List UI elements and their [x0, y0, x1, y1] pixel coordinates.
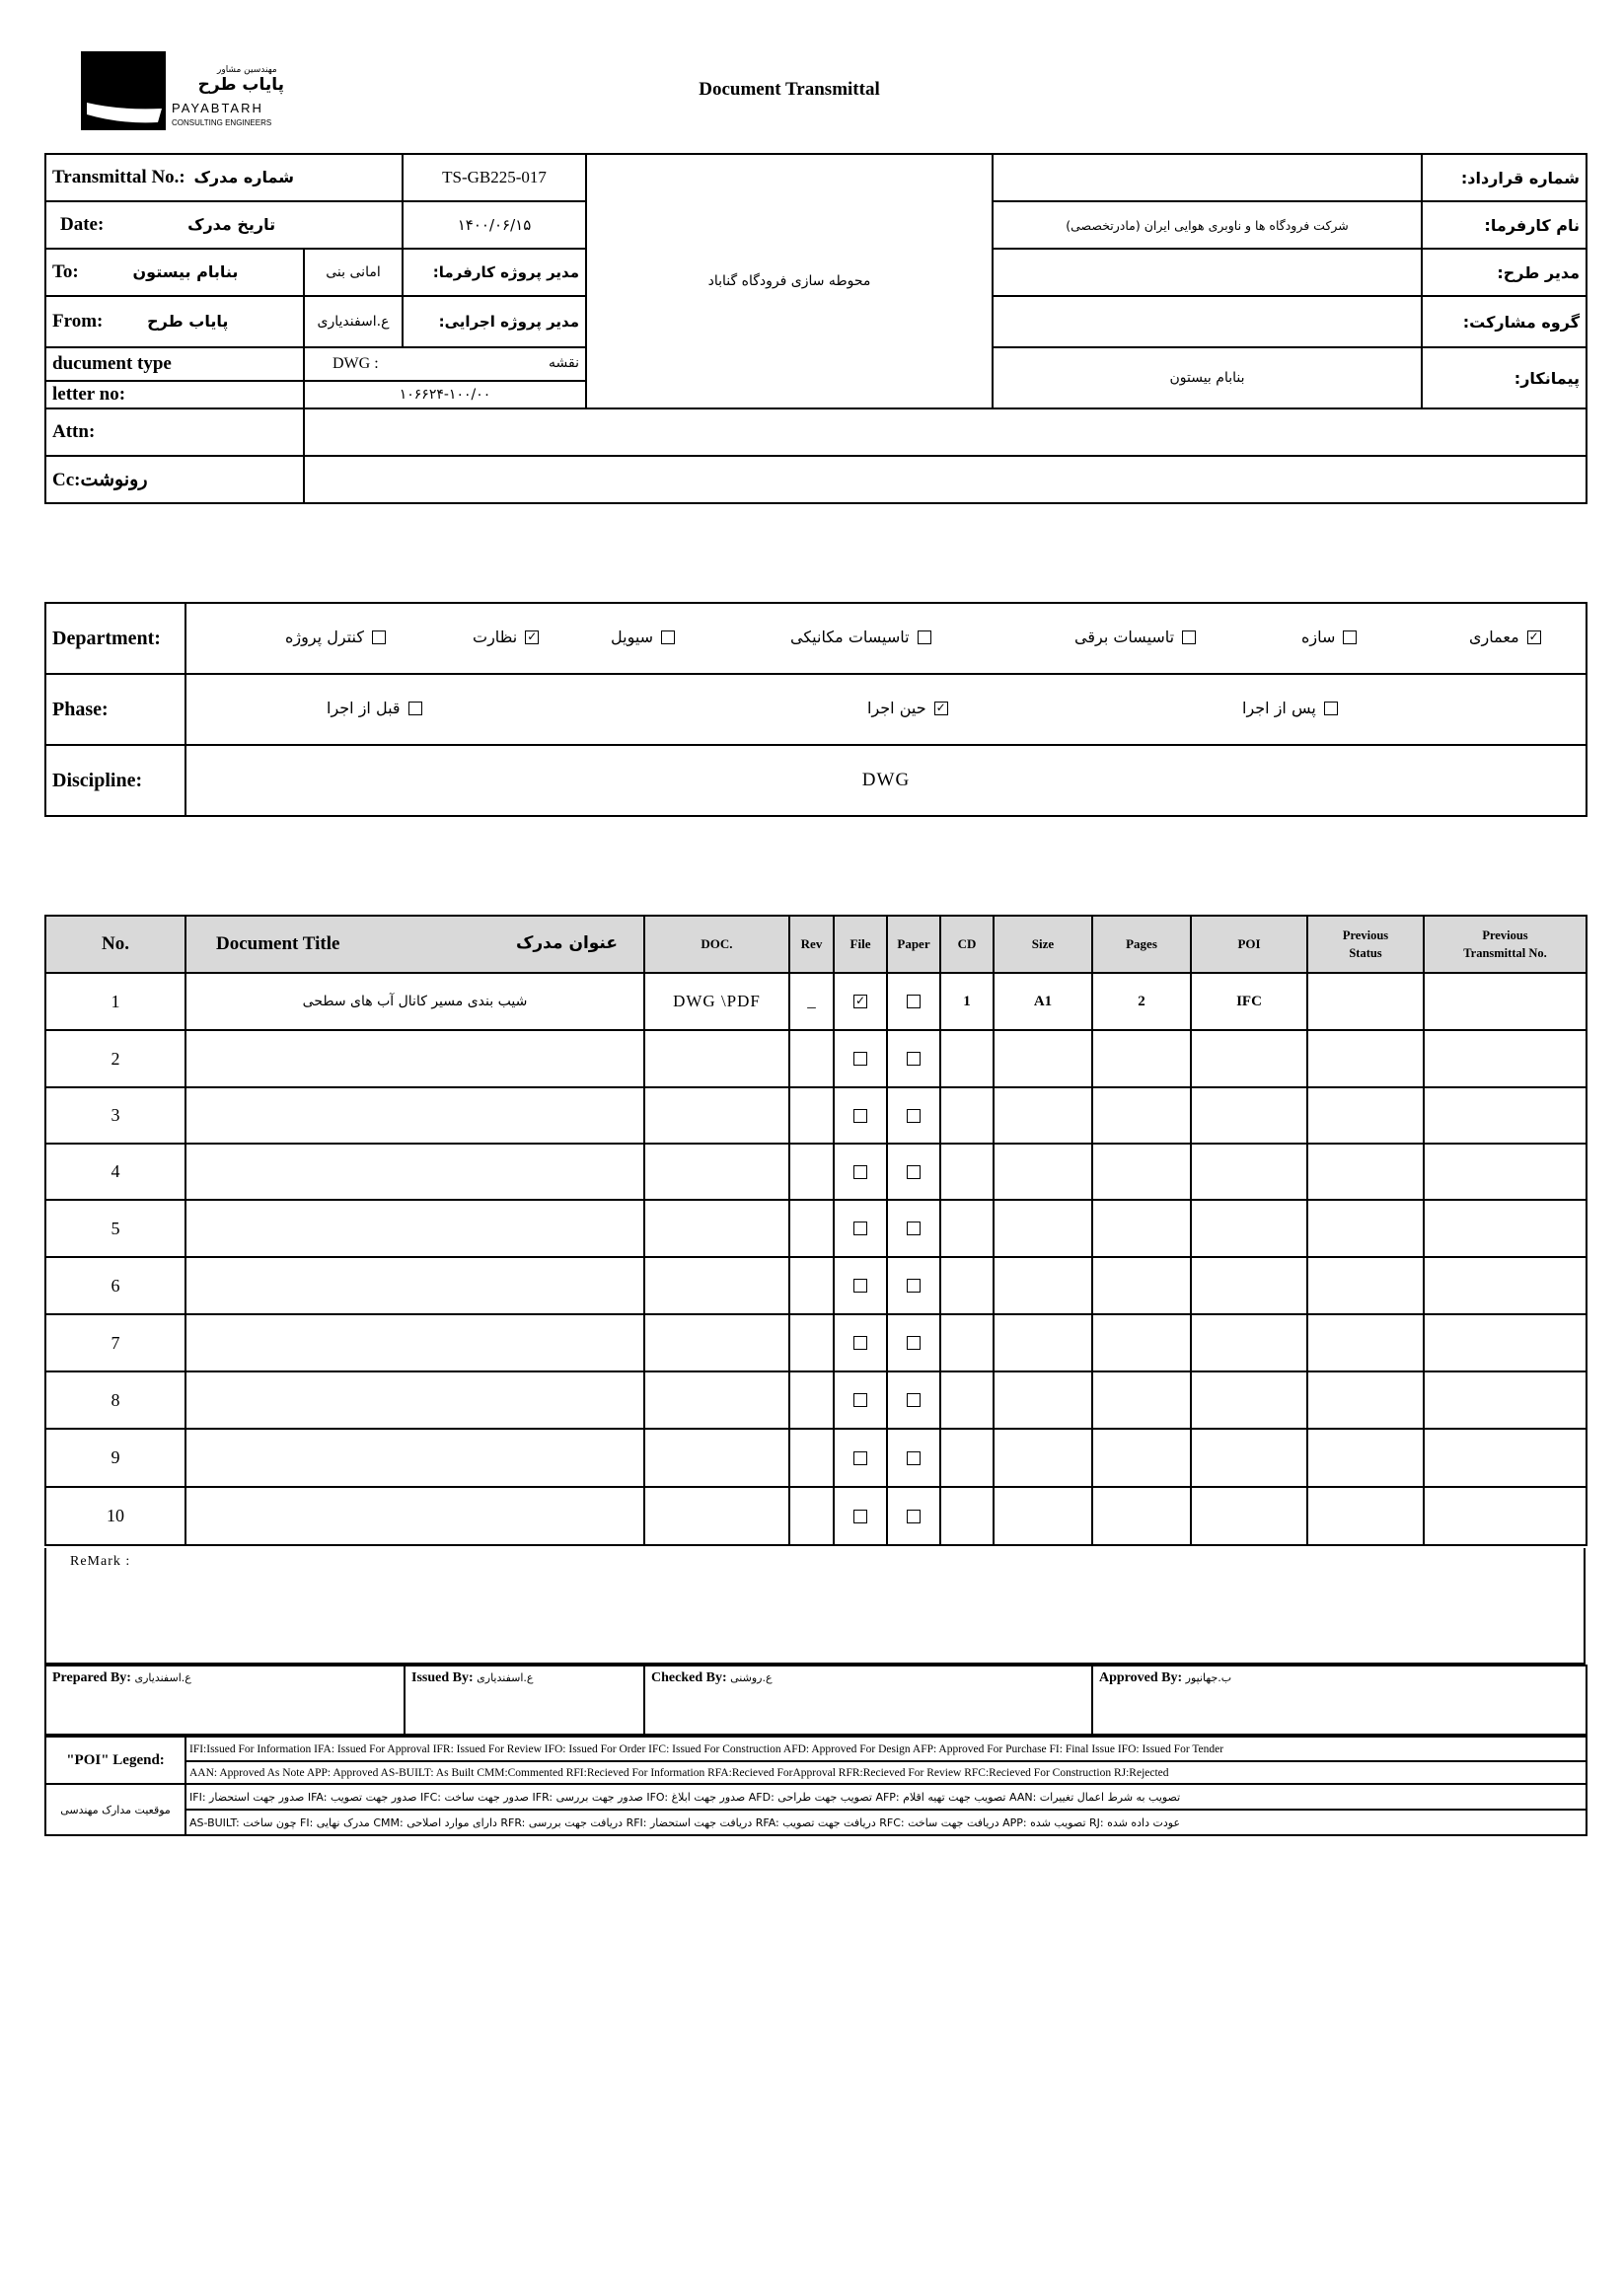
row-size[interactable] — [994, 1487, 1092, 1545]
designer-manager-value[interactable] — [993, 249, 1422, 296]
dept-option[interactable] — [473, 628, 539, 646]
table-row — [45, 1257, 1587, 1314]
row-file[interactable] — [834, 1144, 887, 1200]
row-previous-transmittal[interactable] — [1424, 1144, 1587, 1200]
dept-option-label: سازه — [1301, 628, 1336, 646]
table-row — [45, 973, 1587, 1030]
logo-mark-icon — [81, 51, 166, 130]
row-size[interactable] — [994, 1030, 1092, 1087]
checkbox-icon[interactable] — [907, 1222, 921, 1235]
row-doc[interactable] — [644, 1314, 789, 1371]
row-cd[interactable] — [940, 1314, 994, 1371]
row-file[interactable] — [834, 1257, 887, 1314]
letter-no-label: letter no: — [45, 381, 304, 408]
row-previous-transmittal[interactable] — [1424, 1030, 1587, 1087]
row-rev[interactable]: _ — [789, 973, 834, 1030]
employer-label: نام کارفرما: — [1422, 201, 1587, 249]
checkbox-icon[interactable] — [853, 1510, 867, 1523]
dept-option-label: کنترل پروژه — [285, 628, 364, 646]
row-previous-status[interactable] — [1307, 1030, 1424, 1087]
dept-option[interactable] — [611, 628, 675, 646]
row-paper[interactable] — [887, 1487, 940, 1545]
row-previous-transmittal[interactable] — [1424, 1257, 1587, 1314]
row-size[interactable]: A1 — [994, 973, 1092, 1030]
checkbox-icon[interactable] — [853, 1109, 867, 1123]
checkbox-icon[interactable] — [853, 1336, 867, 1350]
project-name: محوطه سازی فرودگاه گناباد — [586, 154, 993, 408]
checkbox-icon[interactable] — [1182, 630, 1196, 644]
phase-option[interactable] — [867, 699, 948, 717]
row-previous-transmittal[interactable] — [1424, 1429, 1587, 1487]
row-poi[interactable]: IFC — [1191, 973, 1307, 1030]
cc-value[interactable] — [304, 456, 1587, 503]
employer-pm-value[interactable]: امانی بنی — [304, 249, 403, 296]
row-cd[interactable] — [940, 1371, 994, 1429]
legend-line-2: AAN: Approved As Note APP: Approved AS-BUILT: As Built CMM:Commented RFI:Recieved For Information RFA:Recieved ForApproval RFR:Recieved For Review RFC:Recieved For Construction RJ:Rejected — [185, 1761, 1587, 1784]
row-number[interactable]: 6 — [45, 1257, 185, 1314]
row-number[interactable]: 3 — [45, 1087, 185, 1144]
row-title[interactable] — [185, 1371, 644, 1429]
row-paper[interactable] — [887, 973, 940, 1030]
table-row — [45, 1371, 1587, 1429]
row-title[interactable]: شیب بندی مسیر کانال آب های سطحی — [185, 973, 644, 1030]
row-cd[interactable] — [940, 1144, 994, 1200]
legend-line-1: IFI:Issued For Information IFA: Issued For Approval IFR: Issued For Review IFO: Issued For Order IFC: Issued For Construction AFD: Approved For Design AFP: Approved For Purchase FI: Final Issue IFO: Issued For Tender — [185, 1737, 1587, 1761]
row-size[interactable] — [994, 1371, 1092, 1429]
issued-by[interactable]: Issued By: ع.اسفندیاری — [405, 1666, 644, 1735]
row-rev[interactable] — [789, 1314, 834, 1371]
dept-option[interactable] — [1301, 628, 1357, 646]
row-size[interactable] — [994, 1200, 1092, 1257]
checkbox-icon[interactable]: ✓ — [854, 994, 866, 1008]
row-doc[interactable] — [644, 1371, 789, 1429]
checkbox-icon[interactable] — [907, 1451, 921, 1465]
row-cd[interactable] — [940, 1200, 994, 1257]
row-file[interactable] — [834, 973, 887, 1030]
checkbox-icon[interactable] — [661, 630, 675, 644]
table-row — [45, 1429, 1587, 1487]
row-title[interactable] — [185, 1487, 644, 1545]
phase-option-label: پس از اجرا — [1242, 699, 1316, 717]
header-table — [44, 153, 1587, 504]
table-row — [45, 1087, 1587, 1144]
row-pages[interactable] — [1092, 1371, 1191, 1429]
contract-number-value[interactable] — [993, 154, 1422, 201]
col-pages: Pages — [1092, 916, 1191, 973]
row-number[interactable]: 5 — [45, 1200, 185, 1257]
row-paper[interactable] — [887, 1030, 940, 1087]
logo-company-fa: مهندسین مشاور — [217, 65, 277, 75]
row-pages[interactable] — [1092, 1429, 1191, 1487]
row-number[interactable]: 7 — [45, 1314, 185, 1371]
signatures-table — [44, 1665, 1587, 1736]
row-previous-transmittal[interactable] — [1424, 1371, 1587, 1429]
discipline-label: Discipline: — [45, 745, 185, 816]
checkbox-icon[interactable] — [907, 1393, 921, 1407]
attn-value[interactable] — [304, 408, 1587, 456]
row-rev[interactable] — [789, 1200, 834, 1257]
poi-legend-label: "POI" Legend: — [45, 1737, 185, 1784]
row-file[interactable] — [834, 1030, 887, 1087]
row-paper[interactable] — [887, 1087, 940, 1144]
row-pages[interactable] — [1092, 1087, 1191, 1144]
dept-option[interactable] — [790, 628, 931, 646]
approved-by[interactable]: Approved By: ب.جهانپور — [1092, 1666, 1587, 1735]
phase-options — [185, 674, 1587, 745]
row-doc[interactable] — [644, 1257, 789, 1314]
date-value[interactable]: ۱۴۰۰/۰۶/۱۵ — [403, 201, 586, 249]
dept-option-label: نظارت — [473, 628, 518, 646]
legend-line-3: IFI: صدور جهت استحضار IFA: صدور جهت تصویب IFC: صدور جهت ساخت IFR: صدور جهت بررسی IFO: صدور جهت ابلاغ AFD: تصویب جهت طراحی AFP: تصویب جهت تهیه اقلام AAN: تصویب به شرط اعمال تغییرات — [185, 1784, 1587, 1810]
checkbox-icon[interactable] — [907, 1165, 921, 1179]
col-paper: Paper — [887, 916, 940, 973]
row-title[interactable] — [185, 1257, 644, 1314]
row-rev[interactable] — [789, 1030, 834, 1087]
row-number[interactable]: 8 — [45, 1371, 185, 1429]
row-rev[interactable] — [789, 1144, 834, 1200]
row-number[interactable]: 10 — [45, 1487, 185, 1545]
checkbox-icon[interactable] — [907, 1052, 921, 1066]
row-pages[interactable] — [1092, 1144, 1191, 1200]
transmittal-number[interactable]: TS-GB225-017 — [403, 154, 586, 201]
dept-option-label: معماری — [1469, 628, 1519, 646]
document-type-value[interactable]: DWG : نقشه — [304, 347, 586, 381]
page-title: Document Transmittal — [699, 79, 880, 100]
contractor-value[interactable]: بنابام بیستون — [993, 347, 1422, 408]
row-number[interactable]: 4 — [45, 1144, 185, 1200]
department-label: Department: — [45, 603, 185, 674]
remark-box[interactable] — [44, 1548, 1586, 1665]
row-poi[interactable] — [1191, 1314, 1307, 1371]
row-cd[interactable] — [940, 1257, 994, 1314]
dept-option[interactable] — [285, 628, 386, 646]
cc-label: Cc:رونوشت — [45, 456, 304, 503]
row-doc[interactable]: DWG \PDF — [644, 973, 789, 1030]
dept-option[interactable] — [1469, 628, 1541, 646]
logo-name-fa: پایاب طرح — [197, 75, 284, 95]
contract-number-label: شماره قرارداد: — [1422, 154, 1587, 201]
row-previous-status[interactable] — [1307, 1144, 1424, 1200]
date-label: Date: تاریخ مدرک — [45, 201, 403, 249]
checkbox-icon[interactable]: ✓ — [935, 700, 946, 714]
row-paper[interactable] — [887, 1257, 940, 1314]
logo-sub-en: CONSULTING ENGINEERS — [172, 118, 272, 127]
checkbox-icon[interactable] — [907, 995, 921, 1008]
row-previous-status[interactable] — [1307, 1429, 1424, 1487]
row-doc[interactable] — [644, 1200, 789, 1257]
checked-by[interactable]: Checked By: ع.روشنی — [644, 1666, 1092, 1735]
row-file[interactable] — [834, 1487, 887, 1545]
company-logo — [81, 51, 298, 134]
row-doc[interactable] — [644, 1144, 789, 1200]
checkbox-icon[interactable] — [853, 1052, 867, 1066]
col-poi: POI — [1191, 916, 1307, 973]
row-doc[interactable] — [644, 1487, 789, 1545]
prepared-by[interactable]: Prepared By: ع.اسفندیاری — [45, 1666, 405, 1735]
row-number[interactable]: 9 — [45, 1429, 185, 1487]
row-pages[interactable] — [1092, 1314, 1191, 1371]
dept-option-label: تاسیسات مکانیکی — [790, 628, 910, 646]
documents-table — [44, 915, 1587, 1546]
row-file[interactable] — [834, 1087, 887, 1144]
row-poi[interactable] — [1191, 1144, 1307, 1200]
row-cd[interactable]: 1 — [940, 973, 994, 1030]
row-paper[interactable] — [887, 1144, 940, 1200]
table-row — [45, 1144, 1587, 1200]
phase-option-label: قبل از اجرا — [327, 699, 401, 717]
row-title[interactable] — [185, 1314, 644, 1371]
row-poi[interactable] — [1191, 1030, 1307, 1087]
row-pages[interactable] — [1092, 1030, 1191, 1087]
row-previous-status[interactable] — [1307, 973, 1424, 1030]
document-type-label: ducument type — [45, 347, 304, 381]
row-poi[interactable] — [1191, 1371, 1307, 1429]
partnership-label: گروه مشارکت: — [1422, 296, 1587, 347]
row-previous-transmittal[interactable] — [1424, 973, 1587, 1030]
dept-option-label: سیویل — [611, 628, 654, 646]
row-paper[interactable] — [887, 1314, 940, 1371]
row-title[interactable] — [185, 1030, 644, 1087]
poi-legend-table — [44, 1736, 1587, 1836]
col-rev: Rev — [789, 916, 834, 973]
checkbox-icon[interactable] — [853, 1451, 867, 1465]
exec-pm-label: مدیر پروژه اجرایی: — [403, 296, 586, 347]
table-row — [45, 1200, 1587, 1257]
row-number[interactable]: 1 — [45, 973, 185, 1030]
remark-label: ReMark : — [70, 1554, 131, 1569]
row-file[interactable] — [834, 1371, 887, 1429]
phase-label: Phase: — [45, 674, 185, 745]
row-doc[interactable] — [644, 1087, 789, 1144]
checkbox-icon[interactable] — [907, 1336, 921, 1350]
row-title[interactable] — [185, 1200, 644, 1257]
row-file[interactable] — [834, 1314, 887, 1371]
row-rev[interactable] — [789, 1487, 834, 1545]
row-pages[interactable]: 2 — [1092, 973, 1191, 1030]
classification-table — [44, 602, 1587, 817]
row-poi[interactable] — [1191, 1487, 1307, 1545]
checkbox-icon[interactable] — [853, 1165, 867, 1179]
row-poi[interactable] — [1191, 1257, 1307, 1314]
checkbox-icon[interactable]: ✓ — [527, 629, 538, 643]
poi-legend-label-fa: موقعیت مدارک مهندسی — [45, 1784, 185, 1835]
row-previous-status[interactable] — [1307, 1087, 1424, 1144]
row-previous-status[interactable] — [1307, 1314, 1424, 1371]
checkbox-icon[interactable] — [853, 1393, 867, 1407]
row-poi[interactable] — [1191, 1087, 1307, 1144]
row-number[interactable]: 2 — [45, 1030, 185, 1087]
row-size[interactable] — [994, 1087, 1092, 1144]
row-previous-status[interactable] — [1307, 1200, 1424, 1257]
row-pages[interactable] — [1092, 1487, 1191, 1545]
from-row: From: پایاب طرح — [45, 296, 304, 347]
contractor-label: پیمانکار: — [1422, 347, 1587, 408]
row-previous-status[interactable] — [1307, 1257, 1424, 1314]
col-previous-status: Previous Status — [1307, 916, 1424, 973]
row-title[interactable] — [185, 1087, 644, 1144]
col-title: Document Title عنوان مدرک — [185, 916, 644, 973]
row-paper[interactable] — [887, 1371, 940, 1429]
row-pages[interactable] — [1092, 1257, 1191, 1314]
row-previous-status[interactable] — [1307, 1487, 1424, 1545]
row-file[interactable] — [834, 1429, 887, 1487]
logo-name-en: PAYABTARH — [172, 101, 263, 115]
phase-option[interactable] — [1242, 699, 1338, 717]
row-paper[interactable] — [887, 1200, 940, 1257]
row-rev[interactable] — [789, 1429, 834, 1487]
col-file: File — [834, 916, 887, 973]
row-doc[interactable] — [644, 1429, 789, 1487]
attn-label: Attn: — [45, 408, 304, 456]
row-poi[interactable] — [1191, 1429, 1307, 1487]
table-row — [45, 1314, 1587, 1371]
checkbox-icon[interactable] — [853, 1222, 867, 1235]
letter-no-value[interactable]: ۱۰۶۶۲۴-۱۰۰/۰۰ — [304, 381, 586, 408]
col-doc: DOC. — [644, 916, 789, 973]
department-options — [185, 603, 1587, 674]
exec-pm-value[interactable]: ع.اسفندیاری — [304, 296, 403, 347]
row-file[interactable] — [834, 1200, 887, 1257]
row-cd[interactable] — [940, 1087, 994, 1144]
legend-line-4: AS-BUILT: چون ساخت FI: مدرک نهایی CMM: دارای موارد اصلاحی RFR: دریافت جهت بررسی RFI: دریافت جهت استحضار RFA: دریافت جهت تصویب RFC: دریافت جهت ساخت APP: تصویب شده RJ: عودت داده شده — [185, 1810, 1587, 1835]
table-row — [45, 1487, 1587, 1545]
row-previous-transmittal[interactable] — [1424, 1200, 1587, 1257]
row-size[interactable] — [994, 1314, 1092, 1371]
checkbox-icon[interactable] — [408, 702, 422, 715]
col-no: No. — [45, 916, 185, 973]
row-paper[interactable] — [887, 1429, 940, 1487]
row-cd[interactable] — [940, 1030, 994, 1087]
row-cd[interactable] — [940, 1429, 994, 1487]
phase-option[interactable] — [327, 699, 422, 717]
row-poi[interactable] — [1191, 1200, 1307, 1257]
dept-option-label: تاسیسات برقی — [1074, 628, 1175, 646]
col-previous-transmittal: Previous Transmittal No. — [1424, 916, 1587, 973]
checkbox-icon[interactable] — [1343, 630, 1357, 644]
checkbox-icon[interactable] — [918, 630, 931, 644]
checkbox-icon[interactable] — [907, 1279, 921, 1293]
employer-pm-label: مدیر پروژه کارفرما: — [403, 249, 586, 296]
row-previous-status[interactable] — [1307, 1371, 1424, 1429]
checkbox-icon[interactable] — [853, 1279, 867, 1293]
row-rev[interactable] — [789, 1257, 834, 1314]
employer-value[interactable]: شرکت فرودگاه ها و ناوبری هوایی ایران (مادرتخصصی) — [993, 201, 1422, 249]
dept-option[interactable] — [1074, 628, 1196, 646]
checkbox-icon[interactable]: ✓ — [1528, 629, 1539, 643]
transmittal-label: Transmittal No.: شماره مدرک — [45, 154, 403, 201]
checkbox-icon[interactable] — [907, 1109, 921, 1123]
row-previous-transmittal[interactable] — [1424, 1314, 1587, 1371]
partnership-value[interactable] — [993, 296, 1422, 347]
checkbox-icon[interactable] — [1324, 702, 1338, 715]
discipline-value[interactable]: DWG — [185, 745, 1587, 816]
row-title[interactable] — [185, 1429, 644, 1487]
table-row — [45, 1030, 1587, 1087]
col-size: Size — [994, 916, 1092, 973]
checkbox-icon[interactable] — [372, 630, 386, 644]
row-previous-transmittal[interactable] — [1424, 1487, 1587, 1545]
row-size[interactable] — [994, 1144, 1092, 1200]
to-row: To: بنابام بیستون — [45, 249, 304, 296]
row-size[interactable] — [994, 1429, 1092, 1487]
row-rev[interactable] — [789, 1087, 834, 1144]
row-doc[interactable] — [644, 1030, 789, 1087]
col-cd: CD — [940, 916, 994, 973]
row-rev[interactable] — [789, 1371, 834, 1429]
row-title[interactable] — [185, 1144, 644, 1200]
checkbox-icon[interactable] — [907, 1510, 921, 1523]
designer-manager-label: مدیر طرح: — [1422, 249, 1587, 296]
row-previous-transmittal[interactable] — [1424, 1087, 1587, 1144]
phase-option-label: حین اجرا — [867, 699, 926, 717]
row-cd[interactable] — [940, 1487, 994, 1545]
row-pages[interactable] — [1092, 1200, 1191, 1257]
row-size[interactable] — [994, 1257, 1092, 1314]
